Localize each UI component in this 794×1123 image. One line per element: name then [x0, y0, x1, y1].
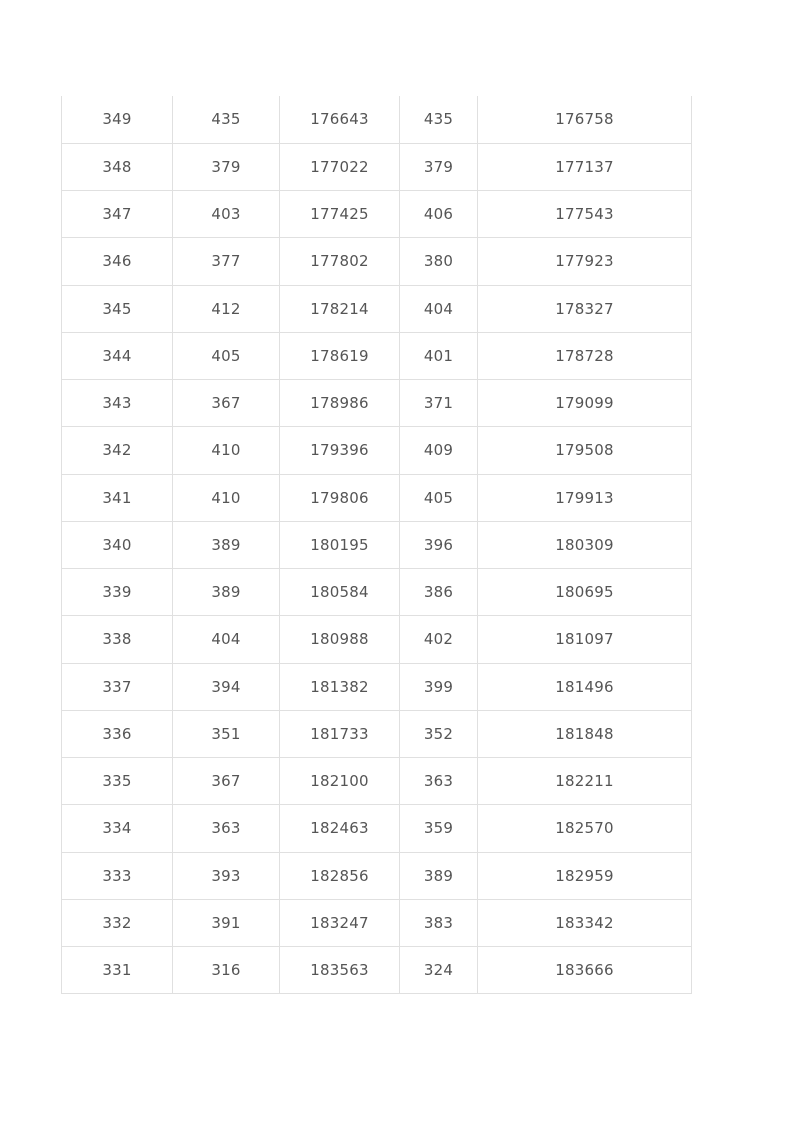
cumulative-a-cell: 183247 — [280, 899, 400, 946]
cumulative-b-cell: 177137 — [478, 143, 692, 190]
cumulative-a-cell: 177022 — [280, 143, 400, 190]
table-row — [62, 663, 692, 710]
count-a-cell: 393 — [173, 852, 280, 899]
table-row — [62, 143, 692, 190]
score-table — [61, 96, 692, 994]
table-row — [62, 238, 692, 285]
table-row — [62, 332, 692, 379]
score-cell: 334 — [62, 805, 173, 852]
count-b-cell: 402 — [400, 616, 478, 663]
table-row — [62, 380, 692, 427]
count-b-cell: 396 — [400, 521, 478, 568]
cumulative-a-cell: 181733 — [280, 710, 400, 757]
count-b-cell: 386 — [400, 569, 478, 616]
cumulative-b-cell: 179099 — [478, 380, 692, 427]
score-cell: 339 — [62, 569, 173, 616]
cumulative-a-cell: 182856 — [280, 852, 400, 899]
count-b-cell: 380 — [400, 238, 478, 285]
cumulative-a-cell: 182463 — [280, 805, 400, 852]
cumulative-a-cell: 177802 — [280, 238, 400, 285]
cumulative-b-cell: 179913 — [478, 474, 692, 521]
cumulative-a-cell: 179806 — [280, 474, 400, 521]
count-a-cell: 351 — [173, 710, 280, 757]
count-b-cell: 405 — [400, 474, 478, 521]
table-row — [62, 947, 692, 994]
score-cell: 335 — [62, 758, 173, 805]
cumulative-b-cell: 180695 — [478, 569, 692, 616]
score-cell: 337 — [62, 663, 173, 710]
count-b-cell: 371 — [400, 380, 478, 427]
count-b-cell: 399 — [400, 663, 478, 710]
table-row — [62, 191, 692, 238]
cumulative-b-cell: 177923 — [478, 238, 692, 285]
count-a-cell: 389 — [173, 521, 280, 568]
cumulative-b-cell: 183342 — [478, 899, 692, 946]
count-b-cell: 389 — [400, 852, 478, 899]
table-row — [62, 710, 692, 757]
table-row — [62, 852, 692, 899]
cumulative-b-cell: 182570 — [478, 805, 692, 852]
score-cell: 332 — [62, 899, 173, 946]
count-a-cell: 379 — [173, 143, 280, 190]
cumulative-a-cell: 183563 — [280, 947, 400, 994]
count-b-cell: 383 — [400, 899, 478, 946]
cumulative-b-cell: 178327 — [478, 285, 692, 332]
cumulative-b-cell: 182959 — [478, 852, 692, 899]
score-cell: 341 — [62, 474, 173, 521]
count-a-cell: 410 — [173, 427, 280, 474]
cumulative-a-cell: 180584 — [280, 569, 400, 616]
cumulative-b-cell: 178728 — [478, 332, 692, 379]
cumulative-a-cell: 178986 — [280, 380, 400, 427]
count-a-cell: 412 — [173, 285, 280, 332]
score-cell: 344 — [62, 332, 173, 379]
cumulative-b-cell: 181097 — [478, 616, 692, 663]
cumulative-b-cell: 182211 — [478, 758, 692, 805]
cumulative-a-cell: 178619 — [280, 332, 400, 379]
table-row — [62, 805, 692, 852]
count-a-cell: 367 — [173, 380, 280, 427]
count-b-cell: 379 — [400, 143, 478, 190]
count-a-cell: 367 — [173, 758, 280, 805]
score-cell: 333 — [62, 852, 173, 899]
cumulative-b-cell: 180309 — [478, 521, 692, 568]
count-b-cell: 363 — [400, 758, 478, 805]
cumulative-a-cell: 177425 — [280, 191, 400, 238]
cumulative-b-cell: 177543 — [478, 191, 692, 238]
table-row — [62, 521, 692, 568]
count-b-cell: 409 — [400, 427, 478, 474]
count-b-cell: 404 — [400, 285, 478, 332]
cumulative-a-cell: 176643 — [280, 96, 400, 143]
cumulative-a-cell: 178214 — [280, 285, 400, 332]
table-row — [62, 569, 692, 616]
score-cell: 347 — [62, 191, 173, 238]
count-b-cell: 352 — [400, 710, 478, 757]
score-cell: 340 — [62, 521, 173, 568]
count-b-cell: 359 — [400, 805, 478, 852]
count-a-cell: 410 — [173, 474, 280, 521]
score-cell: 336 — [62, 710, 173, 757]
table-row — [62, 427, 692, 474]
table-body — [62, 96, 692, 994]
cumulative-b-cell: 183666 — [478, 947, 692, 994]
score-cell: 338 — [62, 616, 173, 663]
score-cell: 331 — [62, 947, 173, 994]
cumulative-a-cell: 180195 — [280, 521, 400, 568]
cumulative-a-cell: 181382 — [280, 663, 400, 710]
count-a-cell: 403 — [173, 191, 280, 238]
count-b-cell: 435 — [400, 96, 478, 143]
cumulative-b-cell: 181496 — [478, 663, 692, 710]
count-a-cell: 404 — [173, 616, 280, 663]
cumulative-a-cell: 179396 — [280, 427, 400, 474]
count-a-cell: 389 — [173, 569, 280, 616]
cumulative-b-cell: 181848 — [478, 710, 692, 757]
score-cell: 342 — [62, 427, 173, 474]
count-b-cell: 406 — [400, 191, 478, 238]
count-b-cell: 324 — [400, 947, 478, 994]
score-cell: 343 — [62, 380, 173, 427]
count-a-cell: 363 — [173, 805, 280, 852]
count-a-cell: 377 — [173, 238, 280, 285]
count-a-cell: 391 — [173, 899, 280, 946]
count-a-cell: 316 — [173, 947, 280, 994]
table-row — [62, 758, 692, 805]
cumulative-b-cell: 176758 — [478, 96, 692, 143]
score-cell: 346 — [62, 238, 173, 285]
score-cell: 349 — [62, 96, 173, 143]
table-row — [62, 474, 692, 521]
cumulative-a-cell: 182100 — [280, 758, 400, 805]
score-cell: 345 — [62, 285, 173, 332]
score-cell: 348 — [62, 143, 173, 190]
count-a-cell: 435 — [173, 96, 280, 143]
table-row — [62, 899, 692, 946]
count-a-cell: 394 — [173, 663, 280, 710]
table-row — [62, 96, 692, 143]
table-row — [62, 616, 692, 663]
count-a-cell: 405 — [173, 332, 280, 379]
cumulative-a-cell: 180988 — [280, 616, 400, 663]
table-row — [62, 285, 692, 332]
cumulative-b-cell: 179508 — [478, 427, 692, 474]
count-b-cell: 401 — [400, 332, 478, 379]
